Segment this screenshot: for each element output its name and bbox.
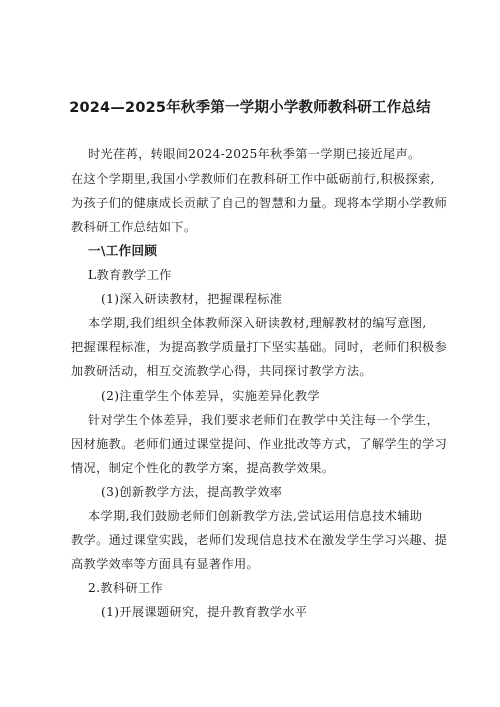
item-3-line-2: 教学。通过课堂实践，老师们发现信息技术在激发学生学习兴趣、提 [71, 533, 448, 547]
item-heading-2: (2)注重学生个体差异，实施差异化教学 [101, 389, 320, 403]
item-1-line-2: 把握课程标准，为提高教学质量打下坚实基础。同时，老师们积极参 [71, 340, 448, 354]
item-2-line-3: 情况，制定个性化的教学方案，提高教学效果。 [71, 461, 335, 475]
intro-line-4: 教科研工作总结如下。 [71, 220, 197, 234]
item-1-line-3: 加教研活动，相互交流教学心得，共同探讨教学方法。 [71, 364, 372, 378]
section-heading-review: 一\工作回顾 [88, 243, 158, 258]
item-3-line-3: 高教学效率等方面具有显著作用。 [71, 557, 260, 571]
item-heading-4: (1)开展课题研究，提升教育教学水平 [101, 605, 308, 619]
intro-line-2: 在这个学期里,我国小学教师们在教科研工作中砥砺前行,积极探索, [71, 172, 435, 186]
item-heading-3: (3)创新教学方法，提高教学效率 [101, 485, 283, 499]
document-title: 2024—2025年秋季第一学期小学教师教科研工作总结 [69, 100, 431, 116]
intro-line-3: 为孩子们的健康成长贡献了自己的智慧和力量。现将本学期小学教师 [71, 196, 448, 210]
item-heading-1: (1)深入研读教材，把握课程标准 [101, 292, 283, 306]
item-1-line-1: 本学期,我们组织全体教师深入研读教材,理解教材的编写意图, [88, 316, 427, 330]
item-2-line-2: 因材施教。老师们通过课堂提问、作业批改等方式，了解学生的学习 [71, 437, 448, 451]
intro-line-1: 时光荏苒，转眼间2024-2025年秋季第一学期已接近尾声。 [88, 147, 421, 161]
item-3-line-1: 本学期,我们鼓励老师们创新教学方法,尝试运用信息技术辅助 [88, 509, 423, 523]
subsection-heading-teaching: L教育教学工作 [88, 268, 172, 282]
item-2-line-1: 针对学生个体差异，我们要求老师们在教学中关注每一个学生， [88, 413, 440, 427]
subsection-heading-research: 2.教科研工作 [88, 581, 164, 595]
